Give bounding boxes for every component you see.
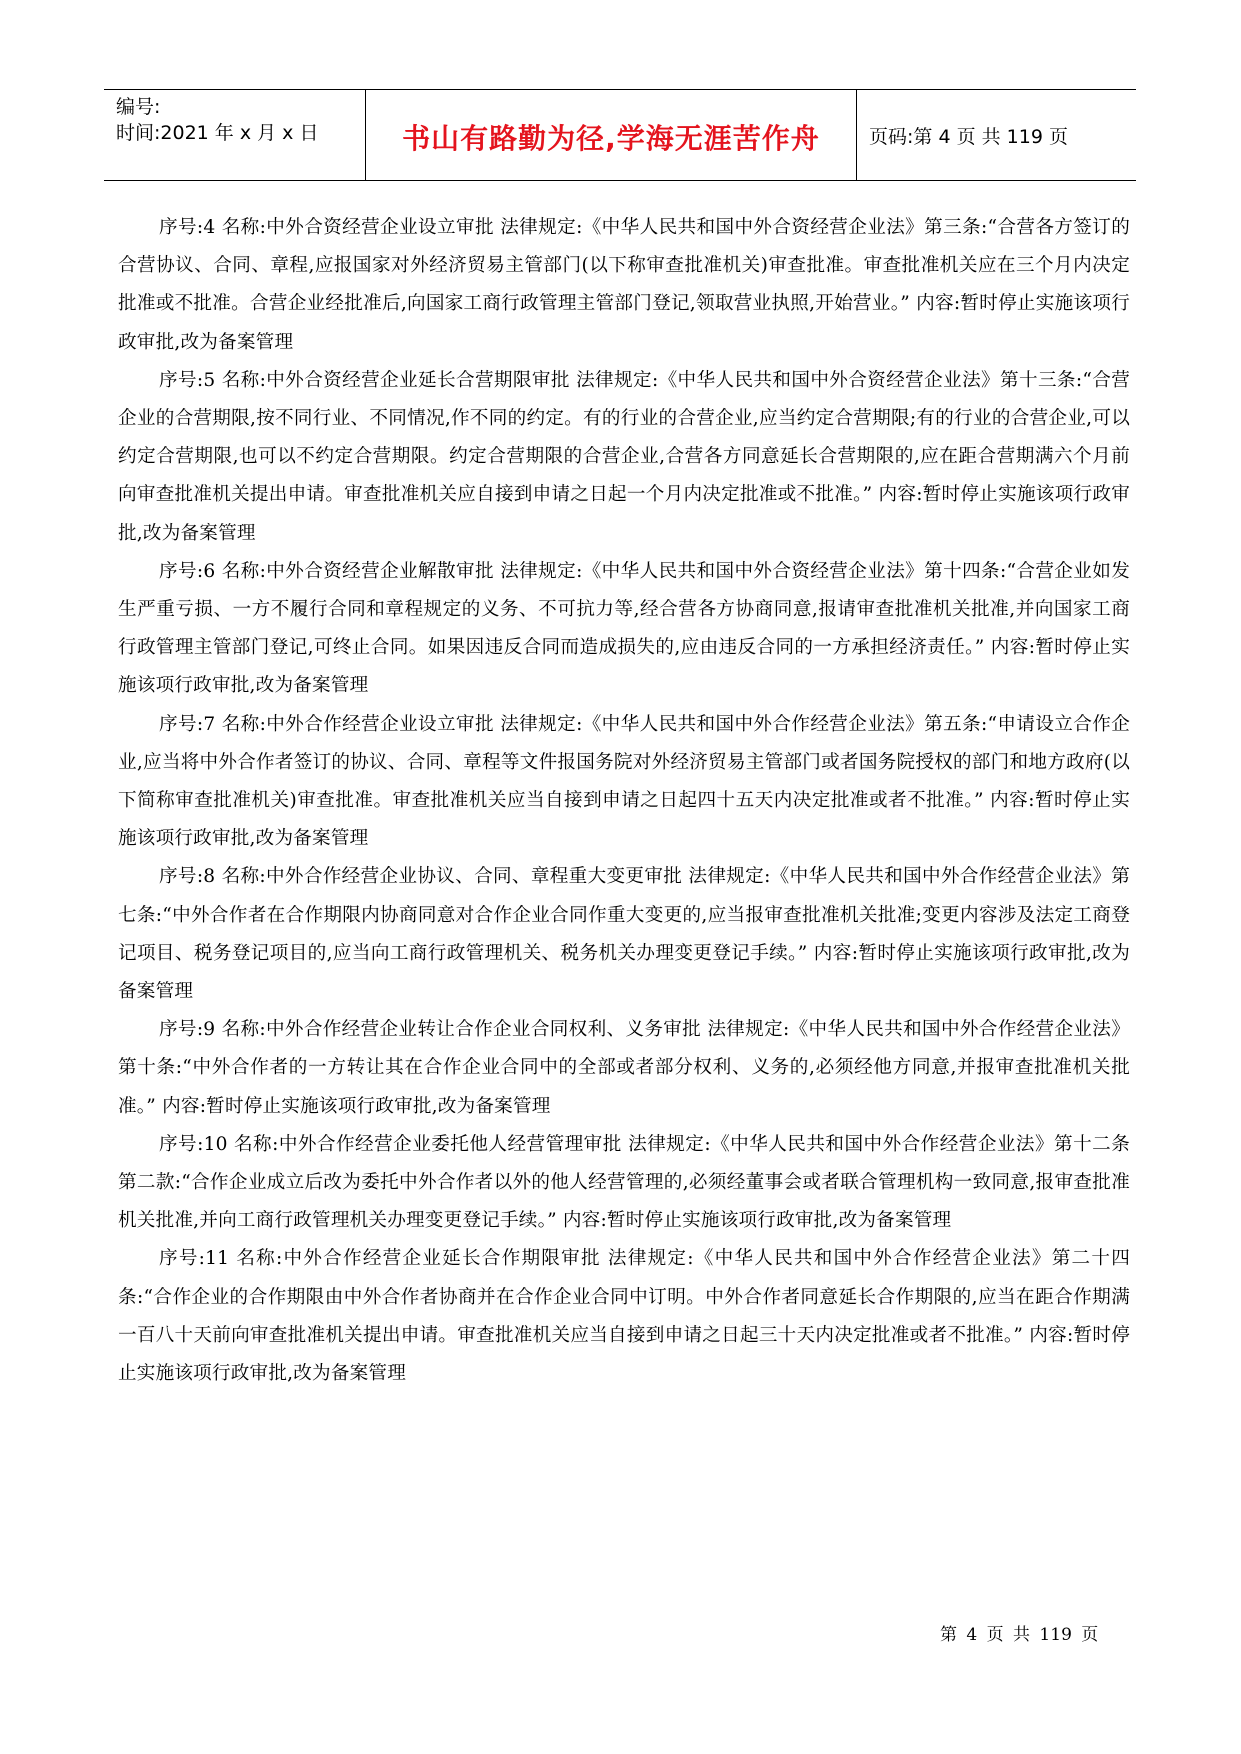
document-body xyxy=(118,209,1130,1393)
header-motto-cell xyxy=(366,90,857,180)
item-paragraph: 序号:5 名称:中外合资经营企业延长合营期限审批 法律规定:《中华人民共和国中外合资经营企业法》第十三条:“合营企业的合营期限,按不同行业、不同情况,作不同的约定。有的行业的合营企业,应当约定合营期限;有的行业的合营企业,可以约定合营期限,也可以不约定合营期限。约定合营期限的合营企业,合营各方同意延长合营期限的,应在距合营期满六个月前向审查批准机关提出申请。审查批准机关应自接到申请之日起一个月内决定批准或不批准。” 内容:暂时停止实施该项行政审批,改为备案管理 xyxy=(118,369,1130,544)
motto-text: 书山有路勤为径,学海无涯苦作舟 xyxy=(402,122,820,155)
header-info-cell xyxy=(104,90,366,180)
document-number-label: 编号: xyxy=(116,96,161,118)
item-paragraph: 序号:11 名称:中外合作经营企业延长合作期限审批 法律规定:《中华人民共和国中外合作经营企业法》第二十四条:“合作企业的合作期限由中外合作者协商并在合作企业合同中订明。中外合作者同意延长合作期限的,应当在距合作期满一百八十天前向审查批准机关提出申请。审查批准机关应当自接到申请之日起三十天内决定批准或者不批准。” 内容:暂时停止实施该项行政审批,改为备案管理 xyxy=(118,1248,1130,1385)
page-number-label: 页码:第 4 页 共 119 页 xyxy=(869,126,1068,148)
item-paragraph: 序号:6 名称:中外合资经营企业解散审批 法律规定:《中华人民共和国中外合资经营企业法》第十四条:“合营企业如发生严重亏损、一方不履行合同和章程规定的义务、不可抗力等,经合营各方协商同意,报请审查批准机关批准,并向国家工商行政管理主管部门登记,可终止合同。如果因违反合同而造成损失的,应由违反合同的一方承担经济责任。” 内容:暂时停止实施该项行政审批,改为备案管理 xyxy=(118,560,1130,697)
item-paragraph: 序号:4 名称:中外合资经营企业设立审批 法律规定:《中华人民共和国中外合资经营企业法》第三条:“合营各方签订的合营协议、合同、章程,应报国家对外经济贸易主管部门(以下称审查批准机关)审查批准。审查批准机关应在三个月内决定批准或不批准。合营企业经批准后,向国家工商行政管理主管部门登记,领取营业执照,开始营业。” 内容:暂时停止实施该项行政审批,改为备案管理 xyxy=(118,217,1130,353)
document-time-label: 时间:2021 年 x 月 x 日 xyxy=(116,122,319,144)
header-page-cell xyxy=(857,90,1136,180)
item-paragraph: 序号:9 名称:中外合作经营企业转让合作企业合同权利、义务审批 法律规定:《中华人民共和国中外合作经营企业法》第十条:“中外合作者的一方转让其在合作企业合同中的全部或者部分权利、义务的,必须经他方同意,并报审查批准机关批准。” 内容:暂时停止实施该项行政审批,改为备案管理 xyxy=(118,1019,1130,1117)
item-paragraph: 序号:10 名称:中外合作经营企业委托他人经营管理审批 法律规定:《中华人民共和国中外合作经营企业法》第十二条第二款:“合作企业成立后改为委托中外合作者以外的他人经营管理的,必须经董事会或者联合管理机构一致同意,报审查批准机关批准,并向工商行政管理机关办理变更登记手续。” 内容:暂时停止实施该项行政审批,改为备案管理 xyxy=(118,1133,1130,1232)
item-paragraph: 序号:8 名称:中外合作经营企业协议、合同、章程重大变更审批 法律规定:《中华人民共和国中外合作经营企业法》第七条:“中外合作者在合作期限内协商同意对合作企业合同作重大变更的,应当报审查批准机关批准;变更内容涉及法定工商登记项目、税务登记项目的,应当向工商行政管理机关、税务机关办理变更登记手续。” 内容:暂时停止实施该项行政审批,改为备案管理 xyxy=(118,866,1130,1003)
page-header xyxy=(104,89,1136,181)
item-paragraph: 序号:7 名称:中外合作经营企业设立审批 法律规定:《中华人民共和国中外合作经营企业法》第五条:“申请设立合作企业,应当将中外合作者签订的协议、合同、章程等文件报国务院对外经济贸易主管部门或者国务院授权的部门和地方政府(以下简称审查批准机关)审查批准。审查批准机关应当自接到申请之日起四十五天内决定批准或者不批准。” 内容:暂时停止实施该项行政审批,改为备案管理 xyxy=(118,713,1130,850)
page-footer: 第 4 页 共 119 页 xyxy=(940,1625,1099,1645)
